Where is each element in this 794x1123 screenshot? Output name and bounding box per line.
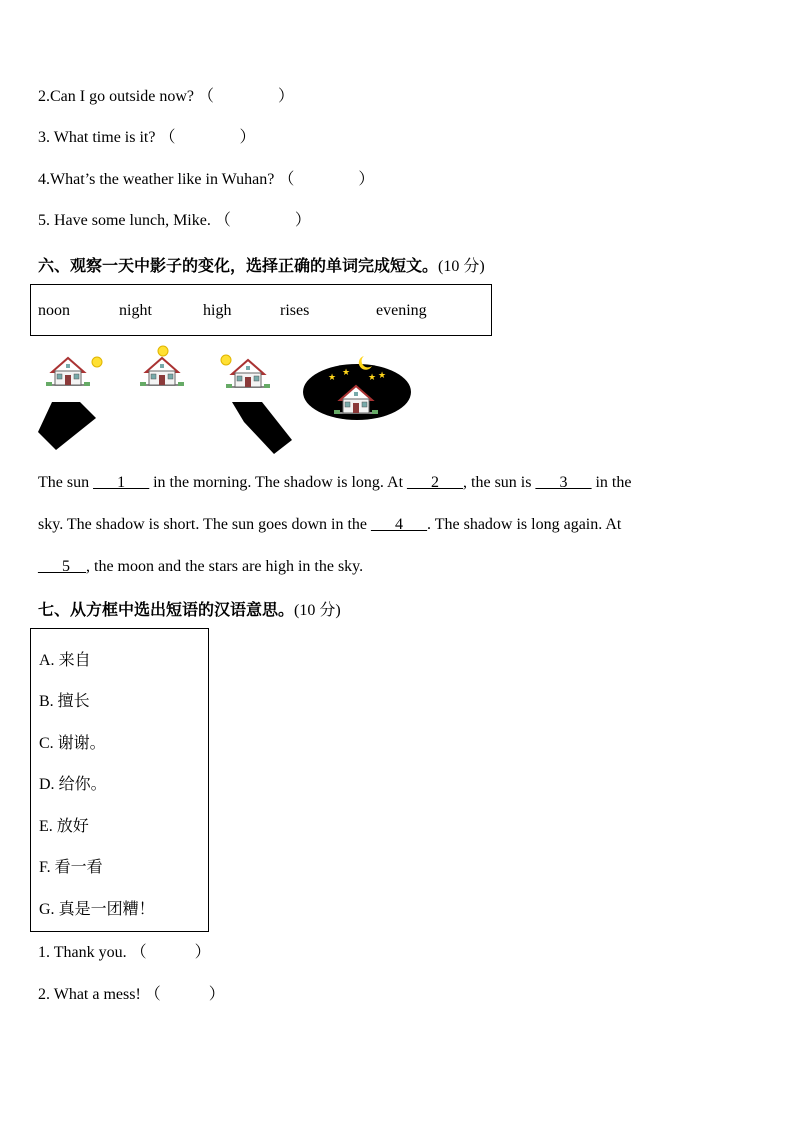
star-icon: ★ xyxy=(328,372,337,382)
sun-icon xyxy=(158,346,168,356)
passage-line-3: ___5__, the moon and the stars are high in the sky. xyxy=(38,558,364,575)
night-scene xyxy=(303,356,411,420)
question-5-3: 3. What time is it? （ ） xyxy=(38,129,256,146)
question-5-5: 5. Have some lunch, Mike. （ ） xyxy=(38,212,311,229)
blank-5[interactable]: ___5__ xyxy=(38,558,86,575)
answer-bracket[interactable]: （ ） xyxy=(159,129,256,146)
evening-scene xyxy=(221,355,292,454)
answer-bracket[interactable]: （ ） xyxy=(130,944,211,961)
word-bank-item: noon xyxy=(38,302,70,319)
word-bank-item: night xyxy=(119,302,152,319)
blank-2[interactable]: ___2___ xyxy=(407,474,464,491)
question-5-2: 2.Can I go outside now? （ ） xyxy=(38,88,294,105)
word-bank-item: evening xyxy=(376,302,427,319)
question-7-2: 2. What a mess! （ ） xyxy=(38,986,225,1003)
section-7-heading: 七、从方框中选出短语的汉语意思。(10 分) xyxy=(38,600,341,619)
morning-scene xyxy=(38,357,102,450)
word-bank-item: rises xyxy=(280,302,310,319)
shadow-illustrations xyxy=(30,340,430,460)
answer-bracket[interactable]: （ ） xyxy=(278,171,375,188)
word-bank-box xyxy=(30,284,492,336)
section-6-heading: 六、观察一天中影子的变化，选择正确的单词完成短文。(10 分) xyxy=(38,256,485,275)
answer-bracket[interactable]: （ ） xyxy=(144,986,225,1003)
answer-bracket[interactable]: （ ） xyxy=(214,212,311,229)
sun-icon xyxy=(221,355,231,365)
star-icon: ★ xyxy=(378,370,387,380)
passage-line-2: sky. The shadow is short. The sun goes down in the ___4___. The shadow is long again. At xyxy=(38,516,622,533)
option-g: G. 真是一团糟！ xyxy=(39,899,155,918)
noon-scene xyxy=(140,346,184,386)
option-a: A. 来自 xyxy=(39,650,91,669)
answer-bracket[interactable]: （ ） xyxy=(197,88,294,105)
option-b: B. 擅长 xyxy=(39,691,90,710)
star-icon: ★ xyxy=(342,367,351,377)
question-5-4: 4.What’s the weather like in Wuhan? （ ） xyxy=(38,171,375,188)
blank-4[interactable]: ___4___ xyxy=(371,516,428,533)
option-f: F. 看一看 xyxy=(39,857,103,876)
star-icon: ★ xyxy=(368,372,377,382)
options-box xyxy=(30,628,209,932)
option-c: C. 谢谢。 xyxy=(39,733,106,752)
option-e: E. 放好 xyxy=(39,816,89,835)
word-bank-item: high xyxy=(203,302,232,319)
blank-1[interactable]: ___1___ xyxy=(93,474,150,491)
question-7-1: 1. Thank you. （ ） xyxy=(38,944,211,961)
blank-3[interactable]: ___3___ xyxy=(535,474,592,491)
sun-icon xyxy=(92,357,102,367)
passage-line-1: The sun ___1___ in the morning. The shadow is long. At ___2___, the sun is ___3___ in the xyxy=(38,474,632,491)
option-d: D. 给你。 xyxy=(39,774,107,793)
